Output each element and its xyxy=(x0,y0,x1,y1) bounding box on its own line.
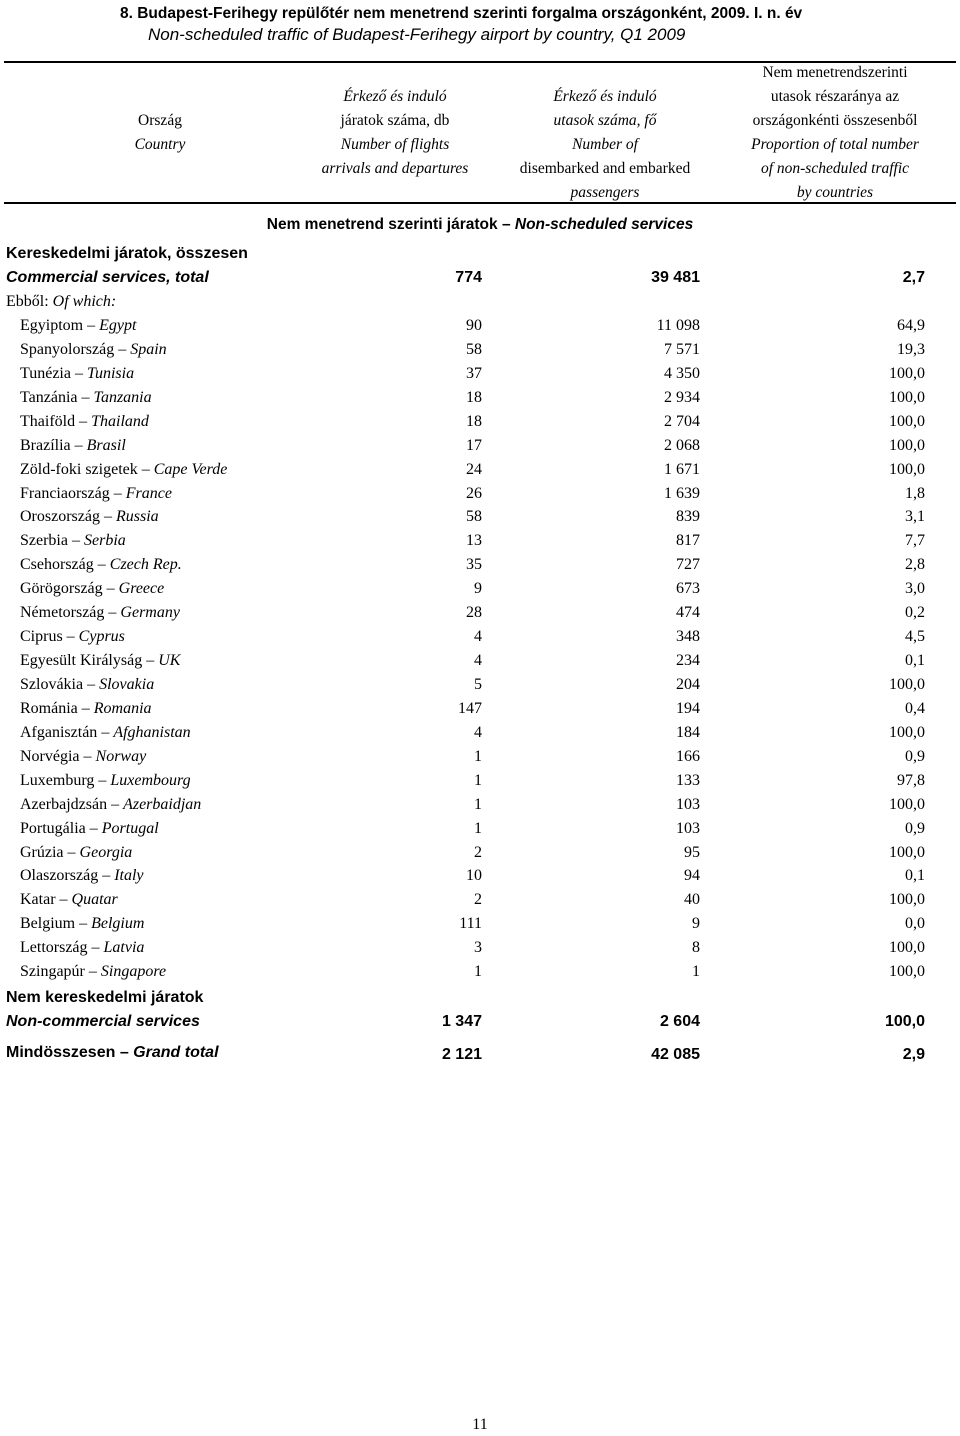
cell-passengers: 194 xyxy=(676,699,700,717)
country-name: Belgium – Belgium xyxy=(20,915,145,933)
cell-passengers: 839 xyxy=(676,508,700,526)
cell-share: 3,1 xyxy=(905,508,925,526)
cell-passengers: 166 xyxy=(676,747,700,765)
table-row xyxy=(0,721,960,745)
country-name: Szlovákia – Slovakia xyxy=(20,676,155,693)
cell-flights: 5 xyxy=(474,676,482,693)
country-name: Portugália – Portugal xyxy=(20,819,159,837)
table-row xyxy=(0,458,960,482)
country-name: Azerbajdzsán – Azerbaidjan xyxy=(20,795,202,813)
header-share-line4: Proportion of total number xyxy=(751,136,919,153)
cell-passengers: 2 068 xyxy=(664,436,700,454)
commercial-flights: 774 xyxy=(455,269,482,286)
section-heading xyxy=(0,216,960,234)
commercial-passengers: 39 481 xyxy=(651,269,700,286)
cell-share: 100,0 xyxy=(889,436,925,454)
country-name-hu: Franciaország xyxy=(20,484,110,502)
country-name-en: Romania xyxy=(93,699,152,717)
country-name-hu: Görögország xyxy=(20,580,103,598)
of-which-label xyxy=(6,290,116,314)
header-country-hu: Ország xyxy=(138,112,182,129)
table-row xyxy=(0,745,960,769)
cell-passengers: 8 xyxy=(692,939,700,957)
noncommercial-passengers: 2 604 xyxy=(659,1013,700,1030)
header-flights-line4: arrivals and departures xyxy=(321,160,469,177)
cell-share: 0,0 xyxy=(905,915,925,933)
country-name: Szingapúr – Singapore xyxy=(20,963,167,981)
country-name-en: Tanzania xyxy=(93,388,152,406)
cell-flights: 1 xyxy=(474,963,482,981)
header-share-line2: utasok részaránya az xyxy=(770,88,900,105)
table-row xyxy=(0,482,960,506)
cell-passengers: 474 xyxy=(676,604,700,622)
cell-flights: 24 xyxy=(466,460,482,478)
cell-passengers: 103 xyxy=(676,795,700,813)
table-row xyxy=(0,817,960,841)
grand-total-row xyxy=(0,1041,960,1065)
country-name-hu: Brazília xyxy=(20,436,71,454)
grand-total-en: Grand total xyxy=(133,1044,219,1061)
table-row xyxy=(0,505,960,529)
country-name-hu: Olaszország xyxy=(20,867,99,885)
country-name-en: Norway xyxy=(95,747,147,765)
header-country xyxy=(90,109,230,157)
cell-flights: 1 xyxy=(474,771,482,789)
cell-passengers: 348 xyxy=(676,628,700,646)
cell-flights: 58 xyxy=(466,340,482,358)
country-name: Lettország – Latvia xyxy=(20,939,145,957)
header-passengers-line3: Number of xyxy=(572,136,638,153)
country-name: Görögország – Greece xyxy=(20,580,165,598)
cell-share: 100,0 xyxy=(889,939,925,957)
country-name-en: Belgium xyxy=(91,915,145,933)
country-name-en: Cape Verde xyxy=(153,460,228,478)
country-name-en: Cyprus xyxy=(78,628,125,646)
country-name: Zöld-foki szigetek – Cape Verde xyxy=(20,460,228,478)
country-name-hu: Katar xyxy=(20,891,56,909)
country-name: Franciaország – France xyxy=(20,484,172,502)
header-share-line1: Nem menetrendszerinti xyxy=(762,64,908,81)
country-name-hu: Azerbajdzsán xyxy=(20,795,108,813)
noncommercial-label-hu: Nem kereskedelmi járatok xyxy=(6,989,204,1006)
country-name: Csehország – Czech Rep. xyxy=(20,556,182,574)
cell-flights: 1 xyxy=(474,819,482,837)
cell-passengers: 673 xyxy=(676,580,700,598)
country-name: Afganisztán – Afghanistan xyxy=(20,723,191,741)
country-name-en: Latvia xyxy=(103,939,145,957)
cell-share: 100,0 xyxy=(889,795,925,813)
header-passengers-line5: passengers xyxy=(570,184,640,201)
cell-share: 7,7 xyxy=(905,532,925,550)
header-passengers-line2: utasok száma, fő xyxy=(553,112,657,129)
country-name-en: Spain xyxy=(130,340,167,358)
country-name: Tunézia – Tunisia xyxy=(20,364,135,382)
cell-flights: 2 xyxy=(474,891,482,909)
table-row xyxy=(0,960,960,984)
noncommercial-label-en: Non-commercial services xyxy=(6,1013,200,1030)
table-row xyxy=(0,888,960,912)
country-name-en: France xyxy=(125,484,172,502)
table-row xyxy=(0,314,960,338)
country-name-en: Quatar xyxy=(71,891,118,909)
table-row xyxy=(0,769,960,793)
country-name-en: Georgia xyxy=(79,843,133,861)
country-name: Egyesült Királyság – UK xyxy=(20,652,181,669)
cell-share: 0,2 xyxy=(905,604,925,622)
cell-passengers: 2 934 xyxy=(664,388,700,406)
cell-flights: 18 xyxy=(466,412,482,430)
cell-passengers: 2 704 xyxy=(664,412,700,430)
noncommercial-label-row xyxy=(0,986,960,1010)
cell-flights: 35 xyxy=(466,556,482,574)
cell-share: 100,0 xyxy=(889,723,925,741)
section-heading-en: Non-scheduled services xyxy=(514,216,694,233)
country-name-en: Azerbaidjan xyxy=(123,795,202,813)
table-row xyxy=(0,434,960,458)
header-flights xyxy=(290,85,500,181)
header-passengers-line4: disembarked and embarked xyxy=(519,160,691,177)
cell-share: 19,3 xyxy=(897,340,925,358)
cell-passengers: 9 xyxy=(692,915,700,933)
grand-total-share: 2,9 xyxy=(902,1046,925,1063)
header-share xyxy=(720,61,950,205)
cell-flights: 18 xyxy=(466,388,482,406)
country-name-hu: Belgium xyxy=(20,915,76,933)
cell-passengers: 40 xyxy=(684,891,700,909)
cell-share: 97,8 xyxy=(897,771,925,789)
country-name-hu: Norvégia xyxy=(20,747,80,765)
cell-share: 1,8 xyxy=(905,484,925,502)
country-name-hu: Afganisztán xyxy=(20,723,98,741)
country-name: Thaiföld – Thailand xyxy=(20,412,149,430)
table-row xyxy=(0,410,960,434)
country-name-en: Brasil xyxy=(86,436,126,454)
grand-total-flights: 2 121 xyxy=(441,1046,482,1063)
header-share-line3: országonkénti összesenből xyxy=(752,112,918,129)
commercial-share: 2,7 xyxy=(902,269,925,286)
table-row xyxy=(0,793,960,817)
country-name-hu: Csehország xyxy=(20,556,94,574)
country-name-hu: Szingapúr xyxy=(20,963,85,981)
country-name-hu: Tunézia xyxy=(20,364,71,382)
country-name-hu: Románia xyxy=(20,699,78,717)
cell-passengers: 95 xyxy=(684,843,700,861)
country-name-en: Tunisia xyxy=(86,364,135,382)
country-name-hu: Lettország xyxy=(20,939,88,957)
table-row xyxy=(0,697,960,721)
cell-share: 100,0 xyxy=(889,388,925,406)
commercial-label-hu: Kereskedelmi járatok, összesen xyxy=(6,245,248,262)
cell-flights: 3 xyxy=(474,939,482,957)
country-name-en: Afghanistan xyxy=(113,723,191,741)
commercial-label-en: Commercial services, total xyxy=(6,269,209,286)
header-flights-line3: Number of flights xyxy=(340,136,450,153)
cell-flights: 37 xyxy=(466,364,482,382)
country-name: Oroszország – Russia xyxy=(20,508,159,526)
cell-flights: 4 xyxy=(474,652,482,669)
cell-flights: 58 xyxy=(466,508,482,526)
country-name: Németország – Germany xyxy=(20,604,180,622)
of-which-row xyxy=(0,290,960,314)
table-row xyxy=(0,553,960,577)
cell-flights: 147 xyxy=(458,699,482,717)
country-name-hu: Szlovákia xyxy=(20,676,84,693)
country-name: Szerbia – Serbia xyxy=(20,532,126,550)
grand-total-label: Mindösszesen – Grand total xyxy=(6,1044,219,1061)
country-name-hu: Németország xyxy=(20,604,105,622)
noncommercial-share: 100,0 xyxy=(884,1013,925,1030)
cell-flights: 4 xyxy=(474,628,482,646)
of-which-hu: Ebből: xyxy=(6,293,49,310)
country-name: Luxemburg – Luxembourg xyxy=(20,771,191,789)
header-share-line6: by countries xyxy=(796,184,874,201)
country-name-en: Serbia xyxy=(83,532,126,550)
country-name-en: Thailand xyxy=(91,412,149,430)
cell-flights: 111 xyxy=(459,915,482,933)
country-name-hu: Szerbia xyxy=(20,532,68,550)
table-row xyxy=(0,912,960,936)
table-row xyxy=(0,529,960,553)
table-row xyxy=(0,362,960,386)
table-row xyxy=(0,936,960,960)
cell-passengers: 204 xyxy=(676,676,700,693)
commercial-total-row xyxy=(0,266,960,290)
header-passengers xyxy=(500,85,710,205)
cell-passengers: 1 xyxy=(692,963,700,981)
grand-total-passengers: 42 085 xyxy=(651,1046,700,1063)
cell-share: 100,0 xyxy=(889,412,925,430)
table-row xyxy=(0,386,960,410)
country-name: Olaszország – Italy xyxy=(20,867,144,885)
cell-passengers: 94 xyxy=(684,867,700,885)
country-name-hu: Luxemburg xyxy=(20,771,95,789)
header-passengers-line1: Érkező és induló xyxy=(553,88,657,105)
cell-share: 100,0 xyxy=(889,891,925,909)
cell-share: 3,0 xyxy=(905,580,925,598)
table-row xyxy=(0,841,960,865)
table-row xyxy=(0,649,960,673)
header-share-line5: of non-scheduled traffic xyxy=(760,160,910,177)
country-name: Katar – Quatar xyxy=(20,891,118,909)
grand-total-hu: Mindösszesen xyxy=(6,1044,116,1061)
header-country-en: Country xyxy=(134,136,186,153)
cell-passengers: 133 xyxy=(676,771,700,789)
cell-passengers: 1 671 xyxy=(664,460,700,478)
country-name: Tanzánia – Tanzania xyxy=(20,388,152,406)
country-name-en: Czech Rep. xyxy=(109,556,182,574)
noncommercial-total-row xyxy=(0,1010,960,1034)
country-name-hu: Portugália xyxy=(20,819,86,837)
country-name: Spanyolország – Spain xyxy=(20,340,167,358)
cell-share: 0,9 xyxy=(905,819,925,837)
cell-passengers: 817 xyxy=(676,532,700,550)
cell-passengers: 4 350 xyxy=(664,364,700,382)
table-row xyxy=(0,864,960,888)
cell-passengers: 1 639 xyxy=(664,484,700,502)
country-name: Norvégia – Norway xyxy=(20,747,147,765)
country-name-hu: Spanyolország xyxy=(20,340,115,358)
page-subtitle: Non-scheduled traffic of Budapest-Ferihegy airport by country, Q1 2009 xyxy=(148,25,686,44)
cell-share: 0,1 xyxy=(905,652,925,669)
section-heading-hu: Nem menetrend szerinti járatok – xyxy=(266,216,511,233)
cell-share: 100,0 xyxy=(889,676,925,693)
cell-share: 0,4 xyxy=(905,699,925,717)
country-name-en: Egypt xyxy=(99,317,137,334)
cell-share: 2,8 xyxy=(905,556,925,574)
country-name-hu: Oroszország xyxy=(20,508,100,526)
country-name-en: Portugal xyxy=(101,819,159,837)
country-name-en: Germany xyxy=(120,604,180,622)
table-row xyxy=(0,577,960,601)
of-which-en: Of which: xyxy=(52,293,117,310)
table-row xyxy=(0,338,960,362)
cell-share: 0,1 xyxy=(905,867,925,885)
cell-passengers: 234 xyxy=(676,652,700,669)
cell-flights: 1 xyxy=(474,795,482,813)
country-name-en: Russia xyxy=(115,508,159,526)
cell-flights: 9 xyxy=(474,580,482,598)
cell-flights: 1 xyxy=(474,747,482,765)
cell-flights: 13 xyxy=(466,532,482,550)
cell-flights: 90 xyxy=(466,317,482,334)
country-name-hu: Zöld-foki szigetek xyxy=(20,460,138,478)
country-name-en: UK xyxy=(158,652,181,669)
cell-flights: 10 xyxy=(466,867,482,885)
cell-share: 100,0 xyxy=(889,460,925,478)
cell-share: 100,0 xyxy=(889,843,925,861)
country-name: Románia – Romania xyxy=(20,699,152,717)
country-name-en: Luxembourg xyxy=(110,771,191,789)
country-name-hu: Egyesült Királyság xyxy=(20,652,143,669)
commercial-label-row xyxy=(0,242,960,266)
country-name-hu: Grúzia xyxy=(20,843,64,861)
country-name: Brazília – Brasil xyxy=(20,436,126,454)
country-name-hu: Thaiföld xyxy=(20,412,76,430)
header-flights-line1: Érkező és induló xyxy=(343,88,447,105)
cell-share: 100,0 xyxy=(889,364,925,382)
cell-share: 4,5 xyxy=(905,628,925,646)
country-name-en: Italy xyxy=(114,867,144,885)
cell-passengers: 7 571 xyxy=(664,340,700,358)
cell-passengers: 727 xyxy=(676,556,700,574)
cell-passengers: 184 xyxy=(676,723,700,741)
cell-flights: 26 xyxy=(466,484,482,502)
cell-share: 0,9 xyxy=(905,747,925,765)
cell-flights: 17 xyxy=(466,436,482,454)
country-name-hu: Egyiptom xyxy=(20,317,84,334)
cell-flights: 28 xyxy=(466,604,482,622)
page-title: 8. Budapest-Ferihegy repülőtér nem menetrend szerinti forgalma országonként, 2009. I. n. év xyxy=(120,5,803,22)
page-number: 11 xyxy=(472,1416,488,1433)
header-flights-line2: járatok száma, db xyxy=(340,112,450,129)
country-name-en: Slovakia xyxy=(99,676,155,693)
country-name-en: Greece xyxy=(118,580,165,598)
cell-passengers: 11 098 xyxy=(656,317,700,334)
cell-share: 100,0 xyxy=(889,963,925,981)
country-name-en: Singapore xyxy=(100,963,167,981)
country-name: Egyiptom – Egypt xyxy=(20,317,137,334)
cell-flights: 2 xyxy=(474,843,482,861)
cell-share: 64,9 xyxy=(897,317,925,334)
table-row xyxy=(0,601,960,625)
country-name-hu: Ciprus xyxy=(20,628,63,646)
noncommercial-flights: 1 347 xyxy=(441,1013,482,1030)
country-name: Grúzia – Georgia xyxy=(20,843,133,861)
table-row xyxy=(0,625,960,649)
table-row xyxy=(0,673,960,697)
cell-passengers: 103 xyxy=(676,819,700,837)
cell-flights: 4 xyxy=(474,723,482,741)
country-name-hu: Tanzánia xyxy=(20,388,78,406)
country-name: Ciprus – Cyprus xyxy=(20,628,125,646)
